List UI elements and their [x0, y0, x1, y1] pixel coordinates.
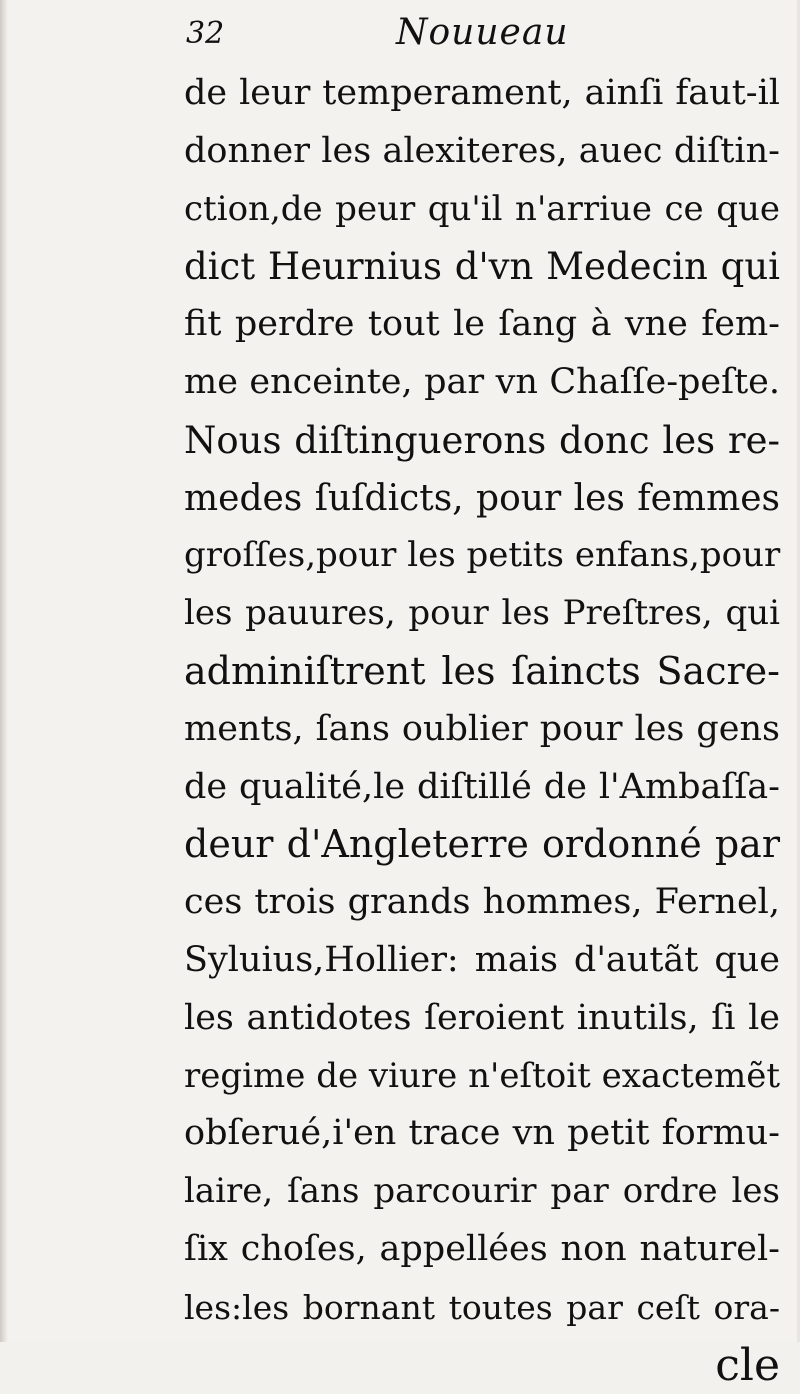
text-line: Nous diſtinguerons donc les re-	[184, 418, 780, 462]
text-line: donner les alexiteres, auec diſtin-	[184, 130, 780, 171]
text-line: les pauures, pour les Preſtres, qui	[184, 593, 780, 634]
text-line: ſix choſes, appellées non naturel-	[184, 1228, 780, 1269]
text-line: de leur temperament, ainſi faut-il	[184, 73, 780, 113]
text-line: dict Heurnius d'vn Medecin qui	[184, 245, 780, 289]
text-line: medes ſuſdicts, pour les femmes	[184, 477, 780, 519]
page-gutter-shadow	[0, 0, 8, 1342]
page-header	[186, 6, 786, 66]
text-line: laire, ſans parcourir par ordre les	[184, 1171, 780, 1212]
text-line: groſſes,pour les petits enfans,pour	[184, 535, 781, 576]
text-line: obſerué,i'en trace vn petit formu-	[184, 1113, 780, 1154]
text-line: deur d'Angleterre ordonné par	[184, 822, 780, 867]
page-number: 32	[186, 16, 225, 51]
running-head: Nouueau	[396, 12, 569, 53]
text-line: les antidotes ſeroient inutils, ſi le	[184, 997, 780, 1038]
text-line: les:les bornant toutes par ceſt ora-	[184, 1287, 780, 1327]
body-text	[184, 65, 780, 1394]
text-line: fit perdre tout le ſang à vne fem-	[184, 304, 780, 345]
text-line: ments, ſans oublier pour les gens	[184, 708, 780, 749]
text-line: adminiſtrent les ſaincts Sacre-	[184, 648, 780, 693]
text-line: de qualité,le diſtillé de l'Ambaſſa-	[184, 766, 780, 807]
text-line: me enceinte, par vn Chaſſe-peſte.	[184, 361, 780, 402]
text-line: ces trois grands hommes, Fernel,	[184, 882, 780, 923]
text-line: ction,de peur qu'il n'arriue ce que	[184, 188, 780, 229]
text-line: Syluius,Hollier: mais d'autãt que	[184, 939, 780, 980]
catchword: cle	[715, 1339, 780, 1391]
text-line: regime de viure n'eſtoit exactemẽt	[184, 1055, 780, 1096]
